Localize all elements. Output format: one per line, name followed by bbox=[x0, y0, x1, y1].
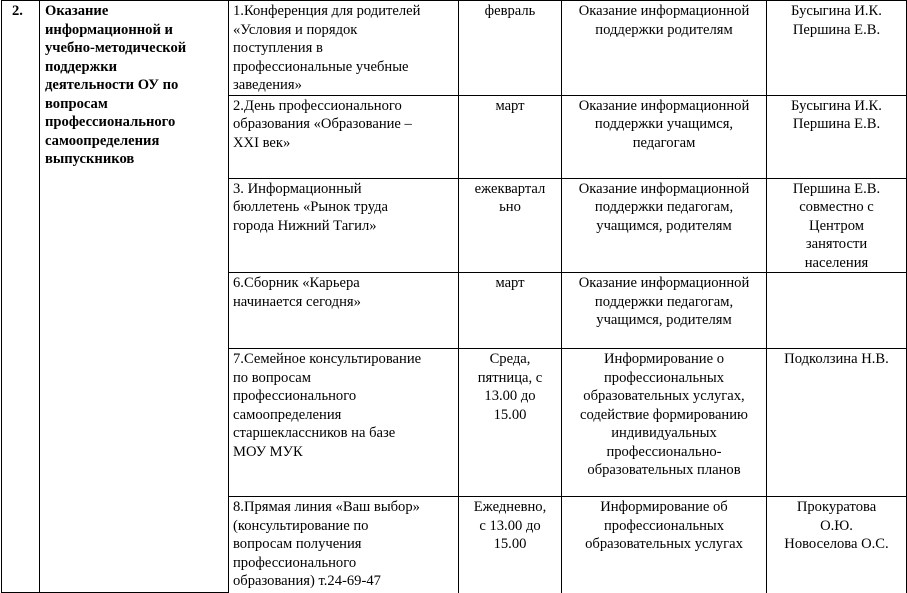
purpose-cell: Оказание информационной поддержки учащимся, педагогам bbox=[562, 95, 767, 178]
responsible-cell: Першина Е.В. совместно с Центром занятости населения bbox=[767, 178, 907, 273]
purpose-cell: Оказание информационной поддержки педагогам, учащимся, родителям bbox=[562, 178, 767, 273]
purpose-cell: Информирование об профессиональных образовательных услугах bbox=[562, 497, 767, 593]
section-direction: Оказание информационной и учебно-методической поддержки деятельности ОУ по вопросам профессионального самоопределения выпускников bbox=[40, 1, 229, 593]
date-cell: Среда, пятница, с 13.00 до 15.00 bbox=[459, 349, 562, 497]
date-cell: март bbox=[459, 273, 562, 349]
event-cell: 3. Информационный бюллетень «Рынок труда города Нижний Тагил» bbox=[229, 178, 459, 273]
event-cell: 7.Семейное консультирование по вопросам профессионального самоопределения старшеклассников на базе МОУ МУК bbox=[229, 349, 459, 497]
event-cell: 6.Сборник «Карьера начинается сегодня» bbox=[229, 273, 459, 349]
date-cell: Ежедневно, с 13.00 до 15.00 bbox=[459, 497, 562, 593]
section-number: 2. bbox=[2, 1, 40, 593]
purpose-cell: Оказание информационной поддержки педагогам, учащимся, родителям bbox=[562, 273, 767, 349]
event-cell: 2.День профессионального образования «Образование – XXI век» bbox=[229, 95, 459, 178]
responsible-cell: Прокуратова О.Ю. Новоселова О.С. bbox=[767, 497, 907, 593]
date-cell: ежеквартал ьно bbox=[459, 178, 562, 273]
responsible-cell: Бусыгина И.К. Першина Е.В. bbox=[767, 1, 907, 96]
purpose-cell: Информирование о профессиональных образовательных услугах, содействие формированию индивидуальных профессионально- образовательных планов bbox=[562, 349, 767, 497]
date-cell: март bbox=[459, 95, 562, 178]
responsible-cell bbox=[767, 273, 907, 349]
event-cell: 1.Конференция для родителей «Условия и порядок поступления в профессиональные учебные заведения» bbox=[229, 1, 459, 96]
table-row bbox=[2, 1, 907, 96]
responsible-cell: Подколзина Н.В. bbox=[767, 349, 907, 497]
event-cell: 8.Прямая линия «Ваш выбор» (консультирование по вопросам получения профессионального образования) т.24-69-47 bbox=[229, 497, 459, 593]
plan-table bbox=[1, 0, 907, 593]
responsible-cell: Бусыгина И.К. Першина Е.В. bbox=[767, 95, 907, 178]
date-cell: февраль bbox=[459, 1, 562, 96]
purpose-cell: Оказание информационной поддержки родителям bbox=[562, 1, 767, 96]
